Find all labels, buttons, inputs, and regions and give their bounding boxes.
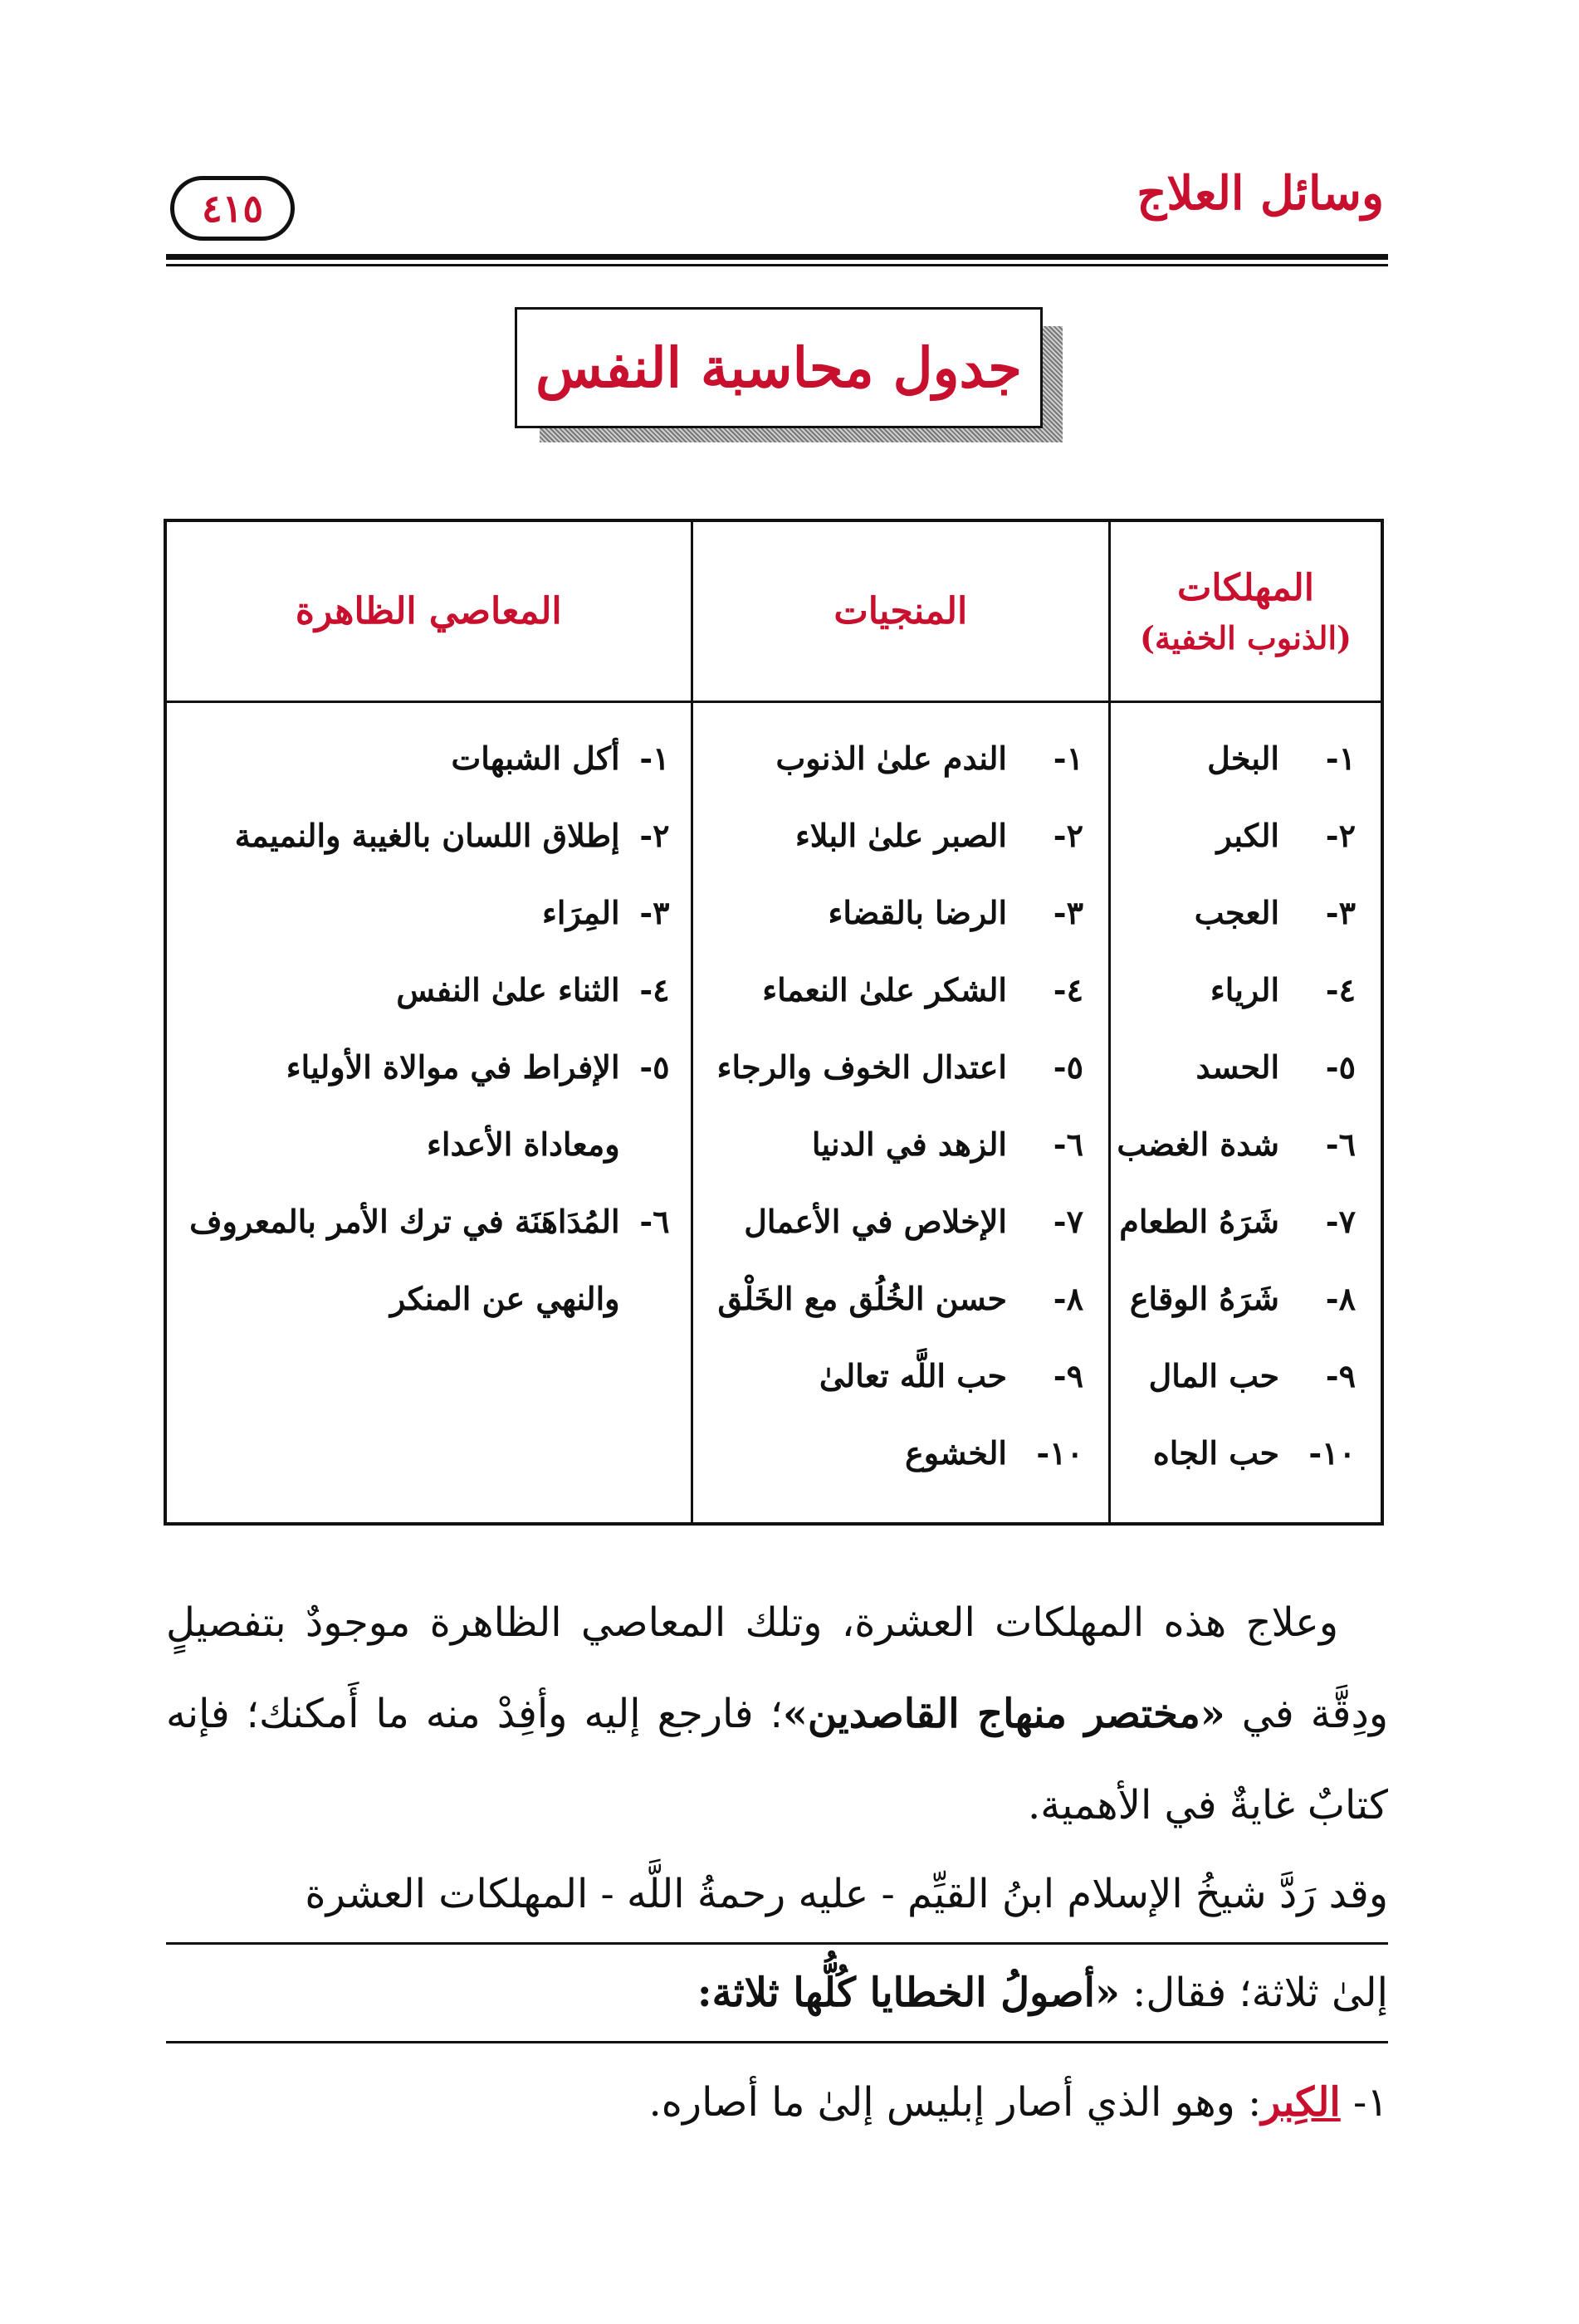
self-accounting-table — [164, 519, 1384, 1526]
item-text: الشكر علىٰ النعماء — [762, 971, 1007, 1008]
item-number: ١٠- — [1308, 1434, 1356, 1472]
column-header — [693, 522, 1108, 703]
item-text: شَرَهُ الوقاع — [1129, 1280, 1279, 1317]
colon: : — [1234, 2079, 1262, 2126]
item-text: الإخلاص في الأعمال — [744, 1203, 1007, 1240]
list-item — [1127, 874, 1356, 951]
item-text: الكبر — [1216, 817, 1279, 854]
book-title: «مختصر منهاج القاصدين» — [782, 1691, 1225, 1737]
list-item — [710, 1260, 1083, 1337]
item-number: ١- — [1053, 740, 1083, 777]
list-item — [1127, 1028, 1356, 1106]
item-number: ٢- — [1053, 817, 1083, 854]
item-number: ٦- — [1325, 1125, 1356, 1163]
list-item — [183, 797, 670, 874]
column-heading: المعاصي الظاهرة — [295, 590, 562, 632]
item-text: الزهد في الدنيا — [811, 1125, 1007, 1163]
paragraph-text: وقد رَدَّ شيخُ الإسلام ابنُ القيِّم - عليه رحمةُ اللَّه - المهلكات العشرة — [305, 1871, 1388, 1917]
column-apparent-sins — [167, 522, 691, 1522]
item-number: ٣- — [1325, 894, 1356, 931]
item-number: ٩- — [1325, 1357, 1356, 1394]
list-item — [710, 874, 1083, 951]
term-pride: الكِبر — [1261, 2079, 1341, 2126]
item-text: الحسد — [1195, 1048, 1279, 1086]
item-number: ١- — [1325, 740, 1356, 777]
item-number: ٥- — [1053, 1048, 1083, 1086]
column-list — [1111, 703, 1381, 1492]
list-item — [1127, 1337, 1356, 1414]
item-number: ٤- — [1053, 971, 1083, 1008]
page-number: ٤١٥ — [170, 176, 295, 241]
paragraph-pride — [166, 2057, 1388, 2148]
list-item — [1127, 1414, 1356, 1492]
paragraph-text: إلىٰ ثلاثة؛ فقال: — [1120, 1970, 1388, 2016]
item-number: ٤- — [1325, 971, 1356, 1008]
list-item — [1127, 951, 1356, 1028]
item-text: الصبر علىٰ البلاء — [794, 817, 1007, 854]
list-item — [1119, 1183, 1356, 1260]
item-text: الإفراط في موالاة الأولياء — [286, 1048, 620, 1086]
item-text: ومعاداة الأعداء — [427, 1125, 620, 1163]
list-item — [1127, 1260, 1356, 1337]
list-item — [710, 1106, 1083, 1183]
item-number: ٤- — [639, 971, 670, 1008]
column-subheading: (الذنوب الخفية) — [1140, 618, 1352, 657]
item-text: الندم علىٰ الذنوب — [775, 740, 1007, 777]
list-item — [710, 1183, 1083, 1260]
list-item — [183, 720, 670, 797]
item-number: ٧- — [1325, 1203, 1356, 1240]
column-destructive-sins — [1111, 522, 1381, 1522]
header-rule-thin — [166, 264, 1388, 266]
paragraph-text: وعلاج هذه المهلكات العشرة، وتلك المعاصي الظاهرة موجودٌ بتفصيلٍ ودِقَّة في — [166, 1599, 1389, 1737]
item-text: حب المال — [1148, 1357, 1279, 1394]
item-text: إطلاق اللسان بالغيبة والنميمة — [234, 817, 620, 854]
item-number: ٦- — [639, 1203, 670, 1240]
list-item — [710, 720, 1083, 797]
item-text: الرياء — [1210, 971, 1279, 1008]
column-heading: المهلكات — [1176, 566, 1315, 609]
item-text: البخل — [1207, 740, 1279, 777]
column-list — [167, 703, 691, 1337]
item-number: ٥- — [639, 1048, 670, 1086]
item-text: حب الجاه — [1152, 1434, 1279, 1472]
list-item — [710, 797, 1083, 874]
item-number: ٩- — [1053, 1357, 1083, 1394]
list-item — [1127, 797, 1356, 874]
column-saving-virtues — [691, 522, 1111, 1522]
underlined-line — [166, 1948, 1388, 2043]
item-number: ٢- — [1325, 817, 1356, 854]
item-text: العجب — [1194, 894, 1279, 931]
item-text: والنهي عن المنكر — [389, 1280, 620, 1317]
list-item — [710, 951, 1083, 1028]
list-item — [183, 874, 670, 951]
item-text: حسن الخُلُق مع الخَلْق — [717, 1280, 1007, 1317]
item-number: ٧- — [1053, 1203, 1083, 1240]
item-text: الثناء علىٰ النفس — [396, 971, 620, 1008]
item-number: ٦- — [1053, 1125, 1083, 1163]
item-number: ١٠- — [1036, 1434, 1083, 1472]
list-item-continuation — [183, 1106, 670, 1183]
list-item — [710, 1337, 1083, 1414]
underlined-line — [166, 1849, 1388, 1945]
item-text: شدة الغضب — [1117, 1125, 1279, 1163]
list-item-continuation — [183, 1260, 670, 1337]
item-text: المُدَاهَنَة في ترك الأمر بالمعروف — [189, 1203, 620, 1240]
column-header — [1111, 522, 1381, 703]
item-text: أكل الشبهات — [451, 740, 620, 777]
paragraph-ibn-qayyim — [166, 1849, 1388, 2043]
item-number: ١- — [639, 740, 670, 777]
list-item — [183, 1183, 670, 1260]
list-item — [1127, 720, 1356, 797]
column-heading: المنجيات — [833, 590, 968, 632]
list-item — [710, 1414, 1083, 1492]
item-text: المِرَاء — [542, 894, 620, 931]
header-rule-thick — [166, 254, 1388, 260]
column-header — [167, 522, 691, 703]
item-text: الخشوع — [905, 1434, 1007, 1472]
item-text: الرضا بالقضاء — [828, 894, 1007, 931]
list-item — [183, 1028, 670, 1106]
chapter-title: وسائل العلاج — [1137, 166, 1384, 221]
item-text: حب اللَّه تعالىٰ — [819, 1357, 1007, 1394]
list-item — [183, 951, 670, 1028]
item-number: ٢- — [639, 817, 670, 854]
item-number: ٨- — [1053, 1280, 1083, 1317]
section-title: جدول محاسبة النفس — [515, 307, 1043, 428]
list-item — [1117, 1106, 1356, 1183]
item-text: شَرَهُ الطعام — [1119, 1203, 1279, 1240]
paragraph-text: ؛ فارجع إليه وأفِدْ منه ما أَمكنك؛ فإنه كتابٌ غايةٌ في الأهمية. — [166, 1691, 1388, 1828]
item-number: ٣- — [1053, 894, 1083, 931]
paragraph-text: وهو الذي أصار إبليس إلىٰ ما أصاره. — [648, 2079, 1235, 2126]
item-number: ٨- — [1325, 1280, 1356, 1317]
item-number: ٣- — [639, 894, 670, 931]
item-number: ٥- — [1325, 1048, 1356, 1086]
column-list — [693, 703, 1108, 1492]
list-item — [710, 1028, 1083, 1106]
paragraph-treatment — [166, 1577, 1388, 1851]
quote-text: «أصولُ الخطايا كُلُّها ثلاثة: — [697, 1970, 1120, 2016]
item-text: اعتدال الخوف والرجاء — [716, 1048, 1007, 1086]
item-number: ١- — [1340, 2079, 1388, 2126]
